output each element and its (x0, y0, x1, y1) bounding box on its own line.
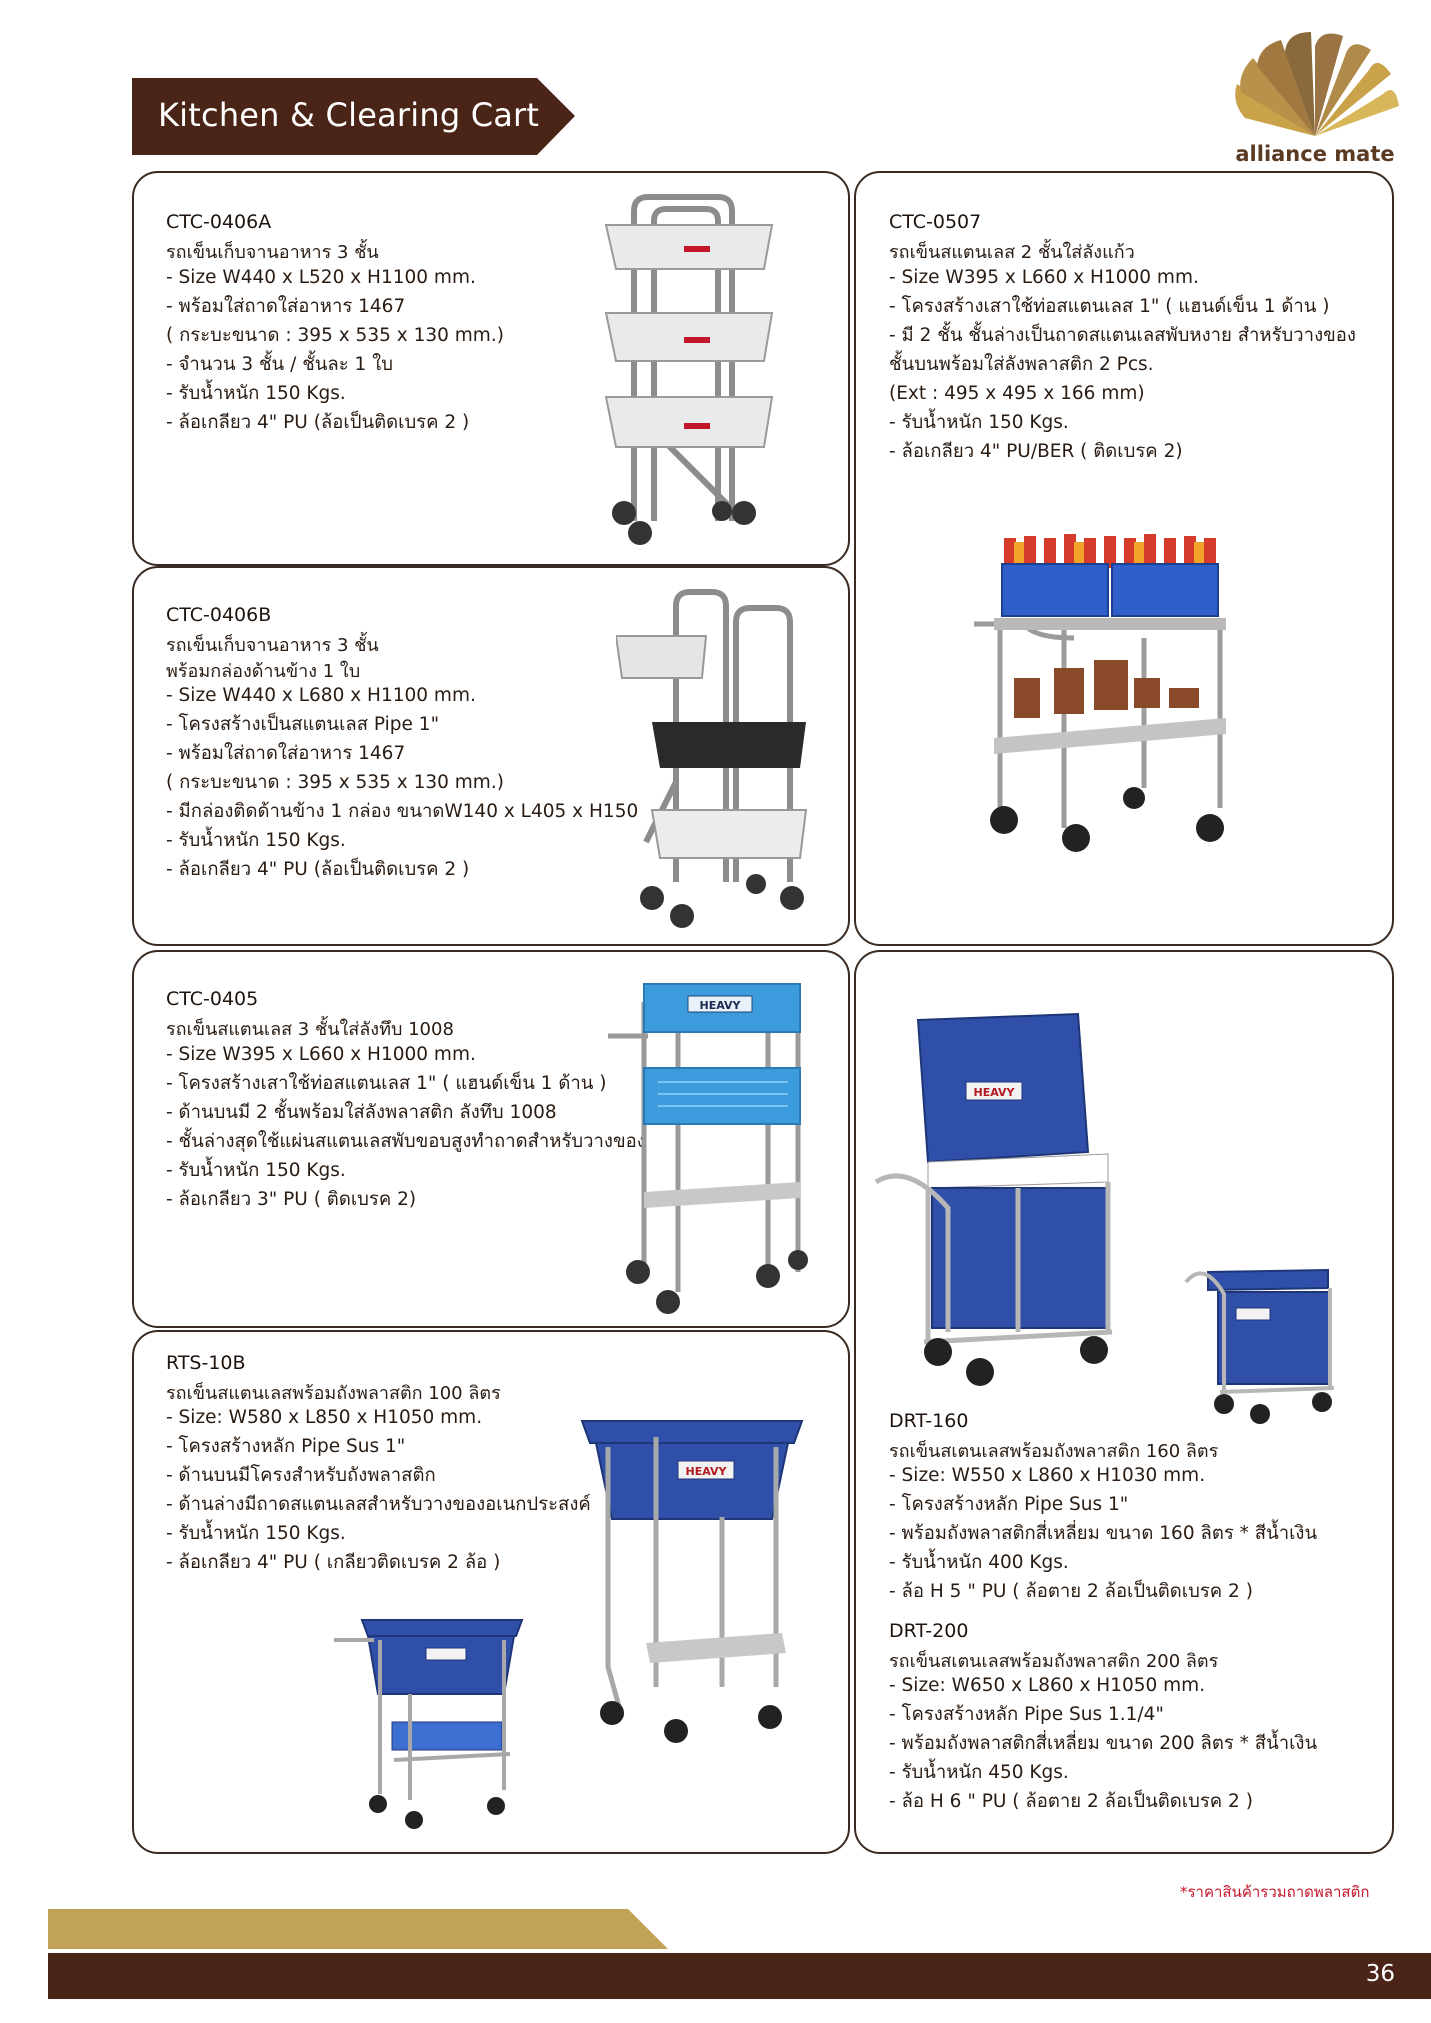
crate-blue (1002, 564, 1108, 616)
spec-line: - ชั้นล่างสุดใช้แผ่นสแตนเลสพับขอบสูงทำถาดสำหรับวางของ (166, 1131, 646, 1152)
product-image-rts-10b-small (334, 1614, 534, 1844)
product-image-ctc-0406b (616, 582, 826, 932)
spec-line: - ล้อเกลียว 3" PU ( ติดเบรค 2) (166, 1189, 417, 1210)
product-code: CTC-0405 (166, 988, 259, 1010)
price-note: *ราคาสินค้ารวมถาดพลาสติก (1180, 1883, 1370, 1901)
spec-line: - โครงสร้างหลัก Pipe Sus 1" (889, 1494, 1129, 1515)
product-image-rts-10b-large (572, 1417, 812, 1747)
product-title: รถเข็นสเตนเลสพร้อมถังพลาสติก 200 ลิตร (889, 1651, 1219, 1672)
product-subtitle: พร้อมกล่องด้านข้าง 1 ใบ (166, 661, 361, 682)
spec-line: - โครงสร้างเสาใช้ท่อสแตนเลส 1" ( แฮนด์เข็น 1 ด้าน ) (889, 296, 1330, 317)
spec-line: - ล้อเกลียว 4" PU (ล้อเป็นติดเบรค 2 ) (166, 412, 470, 433)
spec-line: - รับน้ำหนัก 150 Kgs. (166, 830, 346, 851)
spec-line: - Size: W580 x L850 x H1050 mm. (166, 1407, 483, 1428)
crate-brand-label: HEAVY (699, 999, 741, 1012)
spec-line: - จำนวน 3 ชั้น / ชั้นละ 1 ใบ (166, 354, 393, 375)
spec-line: (Ext : 495 x 495 x 166 mm) (889, 383, 1145, 404)
spec-line: - มี 2 ชั้น ชั้นล่างเป็นถาดสแตนเลสพับหงาย สำหรับวางของ (889, 325, 1356, 346)
spec-line: - Size: W550 x L860 x H1030 mm. (889, 1465, 1206, 1486)
spec-line: - พร้อมใส่ถาดใส่อาหาร 1467 (166, 296, 406, 317)
spec-line: - ด้านบนมี 2 ชั้นพร้อมใส่ลังพลาสติก ลังทึบ 1008 (166, 1102, 557, 1123)
spec-line: - ล้อเกลียว 4" PU (ล้อเป็นติดเบรค 2 ) (166, 859, 470, 880)
product-panel-ctc-0405 (132, 950, 850, 1328)
product-panel-rts-10b (132, 1330, 850, 1854)
product-code: DRT-160 (889, 1410, 969, 1432)
spec-line: - Size W395 x L660 x H1000 mm. (889, 267, 1199, 288)
product-title: รถเข็นเก็บจานอาหาร 3 ชั้น (166, 635, 379, 656)
spec-line: - พร้อมถังพลาสติกสี่เหลี่ยม ขนาด 200 ลิตร * สีน้ำเงิน (889, 1733, 1318, 1754)
product-title: รถเข็นเก็บจานอาหาร 3 ชั้น (166, 242, 379, 263)
spec-line: - ล้อ H 6 " PU ( ล้อตาย 2 ล้อเป็นติดเบรค 2 ) (889, 1791, 1253, 1812)
tub-brand-label: HEAVY (685, 1465, 727, 1478)
product-code: RTS-10B (166, 1352, 246, 1374)
spec-line: - โครงสร้างหลัก Pipe Sus 1.1/4" (889, 1704, 1164, 1725)
product-image-ctc-0405 (608, 982, 808, 1322)
product-title: รถเข็นสแตนเลสพร้อมถังพลาสติก 100 ลิตร (166, 1383, 501, 1404)
product-panel-ctc-0406a (132, 171, 850, 566)
spec-line: - ล้อ H 5 " PU ( ล้อตาย 2 ล้อเป็นติดเบรค 2 ) (889, 1581, 1253, 1602)
spec-line: - รับน้ำหนัก 150 Kgs. (166, 383, 346, 404)
spec-line: - Size W395 x L660 x H1000 mm. (166, 1044, 476, 1065)
product-title: รถเข็นสเตนเลสพร้อมถังพลาสติก 160 ลิตร (889, 1441, 1219, 1462)
spec-line: - โครงสร้างเสาใช้ท่อสแตนเลส 1" ( แฮนด์เข็น 1 ด้าน ) (166, 1073, 607, 1094)
product-panel-ctc-0507 (854, 171, 1394, 946)
spec-line: - รับน้ำหนัก 150 Kgs. (166, 1160, 346, 1181)
product-image-ctc-0507 (964, 528, 1264, 858)
page-title: Kitchen & Clearing Cart (158, 96, 540, 134)
footer-gold-bar (48, 1909, 1431, 1949)
spec-line: - รับน้ำหนัก 150 Kgs. (166, 1523, 346, 1544)
product-specs (889, 1461, 1317, 1606)
spec-line: ( กระบะขนาด : 395 x 535 x 130 mm.) (166, 772, 504, 793)
spec-line: - ด้านล่างมีถาดสแตนเลสสำหรับวางของอเนกประสงค์ (166, 1494, 591, 1515)
product-panel-ctc-0406b (132, 566, 850, 946)
spec-line: - พร้อมถังพลาสติกสี่เหลี่ยม ขนาด 160 ลิตร * สีน้ำเงิน (889, 1523, 1318, 1544)
spec-line: - รับน้ำหนัก 400 Kgs. (889, 1552, 1069, 1573)
product-specs (166, 1040, 646, 1214)
brand-name: alliance mate (1235, 142, 1395, 166)
section-header-banner (132, 78, 575, 155)
product-panel-drt (854, 950, 1394, 1854)
brand-logo (1225, 24, 1405, 174)
spec-line: - รับน้ำหนัก 150 Kgs. (889, 412, 1069, 433)
spec-line: ( กระบะขนาด : 395 x 535 x 130 mm.) (166, 325, 504, 346)
spec-line: ชั้นบนพร้อมใส่ลังพลาสติก 2 Pcs. (889, 354, 1154, 375)
spec-line: - ล้อเกลียว 4" PU ( เกลียวติดเบรค 2 ล้อ ) (166, 1552, 501, 1573)
product-specs (889, 263, 1356, 466)
product-image-ctc-0406a (594, 191, 794, 553)
spec-line: - Size W440 x L520 x H1100 mm. (166, 267, 476, 288)
product-image-drt (868, 1012, 1378, 1432)
product-code: DRT-200 (889, 1620, 969, 1642)
product-specs (166, 1403, 591, 1577)
spec-line: - พร้อมใส่ถาดใส่อาหาร 1467 (166, 743, 406, 764)
product-specs (166, 681, 638, 884)
footer-band (48, 1953, 1431, 1999)
spec-line: - ล้อเกลียว 4" PU/BER ( ติดเบรค 2) (889, 441, 1183, 462)
product-specs (166, 263, 504, 437)
spec-line: - โครงสร้างเป็นสแตนเลส Pipe 1" (166, 714, 440, 735)
spec-line: - โครงสร้างหลัก Pipe Sus 1" (166, 1436, 406, 1457)
spec-line: - Size W440 x L680 x H1100 mm. (166, 685, 476, 706)
product-code: CTC-0406B (166, 604, 272, 626)
spec-line: - ด้านบนมีโครงสำหรับถังพลาสติก (166, 1465, 436, 1486)
tub-brand-label: HEAVY (973, 1086, 1015, 1099)
fan-logo-icon (1225, 24, 1405, 142)
product-title: รถเข็นสแตนเลส 2 ชั้นใส่ลังแก้ว (889, 242, 1135, 263)
product-title: รถเข็นสแตนเลส 3 ชั้นใส่ลังทึบ 1008 (166, 1019, 454, 1040)
spec-line: - Size: W650 x L860 x H1050 mm. (889, 1675, 1206, 1696)
product-specs (889, 1671, 1317, 1816)
page-number: 36 (1365, 1961, 1395, 1987)
product-code: CTC-0406A (166, 211, 272, 233)
spec-line: - มีกล่องติดด้านข้าง 1 กล่อง ขนาดW140 x L405 x H150 (166, 801, 639, 822)
product-code: CTC-0507 (889, 211, 982, 233)
spec-line: - รับน้ำหนัก 450 Kgs. (889, 1762, 1069, 1783)
